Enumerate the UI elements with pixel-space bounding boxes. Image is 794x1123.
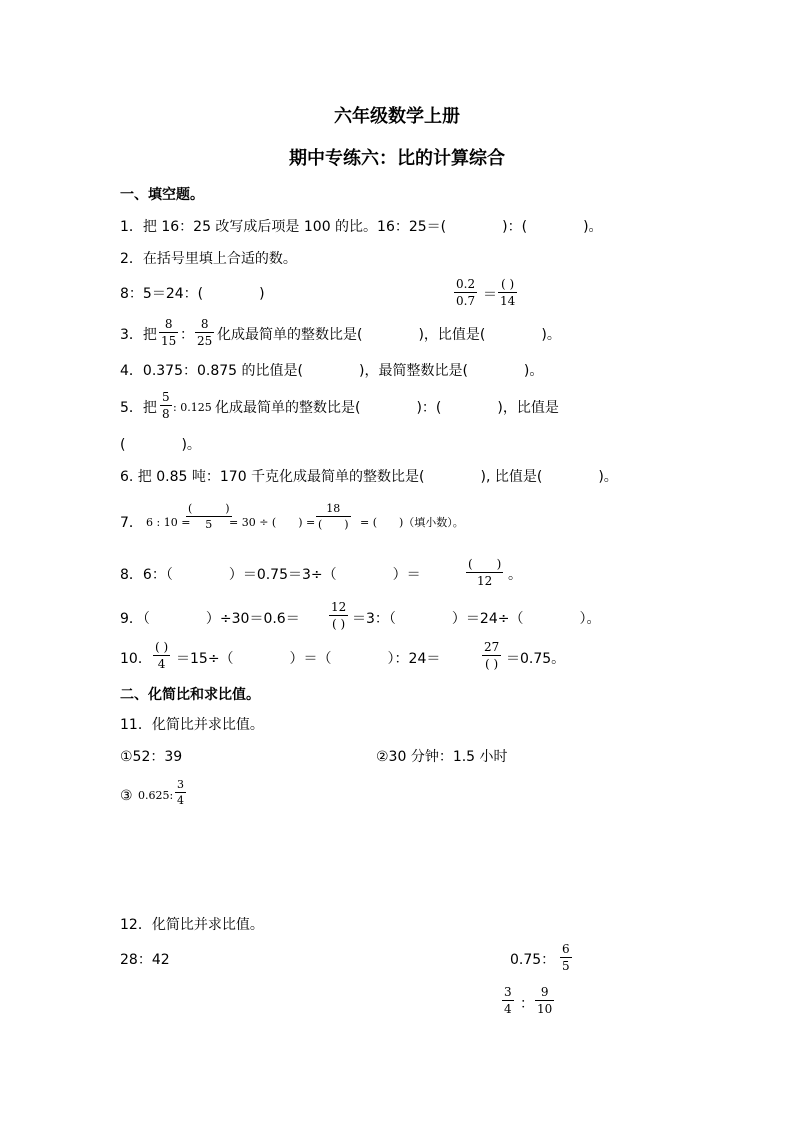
question-2: 2．在括号里填上合适的数。 <box>120 251 297 267</box>
fraction-numerator: 6 <box>562 942 570 956</box>
fraction-denominator: 12 <box>477 574 493 588</box>
question-3-colon: ： <box>180 327 194 343</box>
question-9-fraction <box>329 601 348 630</box>
question-1: 1．把 16：25 改写成后项是 100 的比。16：25＝( )：( )。 <box>120 219 603 235</box>
fraction-numerator: ( ) <box>501 277 515 291</box>
question-12b-value: 0.75： <box>510 952 556 968</box>
question-11c-fraction <box>175 779 186 806</box>
fraction-denominator: ( ) <box>485 657 499 671</box>
section-1-heading: 一、填空题。 <box>120 187 204 203</box>
question-10-text: ＝15÷（ ）＝（ ）：24＝ <box>176 651 441 667</box>
question-10-end: ＝0.75。 <box>506 651 566 667</box>
question-11: 11．化简比并求比值。 <box>120 717 264 733</box>
fraction-denominator: 0.7 <box>456 294 476 308</box>
fraction-numerator: ( ) <box>155 640 169 654</box>
fraction-denominator: 5 <box>205 518 213 531</box>
question-2b-fraction-right <box>498 278 517 307</box>
fraction-denominator: 4 <box>177 794 184 807</box>
question-9-text: 9．（ ）÷30＝0.6＝ <box>120 611 300 627</box>
fraction-denominator: 8 <box>162 407 170 421</box>
question-3-fraction-1 <box>159 318 178 347</box>
fraction-numerator: 5 <box>162 390 170 404</box>
fraction-bar <box>454 292 477 293</box>
question-9-end: ＝3：（ ）＝24÷（ ）。 <box>352 611 601 627</box>
question-12c-colon: ： <box>520 996 534 1012</box>
fraction-denominator: ( ) <box>318 518 349 531</box>
fraction-bar <box>502 1000 514 1001</box>
question-5-ratio: : 0.125 <box>173 401 212 414</box>
question-7-division: = 30 ÷ ( ) = <box>229 516 316 529</box>
fraction-denominator: 4 <box>504 1002 512 1016</box>
question-10-number: 10． <box>120 651 152 667</box>
question-5-prefix: 5．把 <box>120 400 157 416</box>
question-11c-marker: ③ <box>120 788 133 804</box>
fraction-denominator: 15 <box>161 334 177 348</box>
question-4: 4．0.375：0.875 的比值是( )，最简整数比是( )。 <box>120 363 544 379</box>
question-3-prefix: 3．把 <box>120 327 157 343</box>
question-2b-fraction-left <box>454 278 477 307</box>
fraction-numerator: 3 <box>177 778 184 791</box>
question-12c-fraction-2 <box>535 986 554 1015</box>
question-12a: 28：42 <box>120 952 170 968</box>
question-12c-fraction-1 <box>502 986 514 1015</box>
question-8-fraction <box>466 558 503 587</box>
fraction-numerator: 27 <box>484 640 500 654</box>
fraction-numerator: 12 <box>331 600 347 614</box>
fraction-numerator: 0.2 <box>456 277 476 291</box>
question-2b-equals: ＝ <box>483 287 497 303</box>
fraction-numerator: ( ) <box>188 502 230 515</box>
question-8-text: 8．6：（ ）＝0.75＝3÷（ ）＝ <box>120 567 421 583</box>
question-5-fraction <box>160 391 172 420</box>
fraction-bar <box>482 655 501 656</box>
question-3-fraction-2 <box>195 318 214 347</box>
fraction-bar <box>153 655 170 656</box>
fraction-bar <box>329 615 348 616</box>
question-7-fraction-1 <box>186 503 232 530</box>
question-2a: 8：5＝24：( ) <box>120 286 265 302</box>
question-10-fraction-2 <box>482 641 501 670</box>
fraction-bar <box>186 516 232 517</box>
fraction-numerator: ( ) <box>468 557 502 571</box>
fraction-denominator: 4 <box>157 657 166 671</box>
fraction-bar <box>466 572 503 573</box>
question-12: 12．化简比并求比值。 <box>120 917 264 933</box>
fraction-denominator: ( ) <box>332 617 346 631</box>
question-10-fraction-1 <box>153 641 170 670</box>
fraction-bar <box>159 332 178 333</box>
question-11a: ①52：39 <box>120 749 183 765</box>
section-2-heading: 二、化简比和求比值。 <box>120 687 260 703</box>
fraction-denominator: 5 <box>562 959 570 973</box>
question-7-text: = ( )（填小数）。 <box>360 516 464 529</box>
fraction-bar <box>316 516 351 517</box>
fraction-bar <box>195 332 214 333</box>
fraction-numerator: 8 <box>200 317 209 331</box>
question-8-end: 。 <box>508 567 522 583</box>
fraction-denominator: 10 <box>537 1002 553 1016</box>
document-title: 六年级数学上册 <box>334 106 460 127</box>
fraction-numerator: 9 <box>540 985 549 999</box>
fraction-bar <box>160 405 172 406</box>
question-5-continued: ( )。 <box>120 437 201 453</box>
question-7-number: 7． <box>120 515 143 531</box>
question-12b-fraction <box>560 943 572 972</box>
fraction-denominator: 25 <box>197 334 213 348</box>
question-11b: ②30 分钟：1.5 小时 <box>376 749 508 765</box>
fraction-numerator: 18 <box>326 502 341 515</box>
fraction-numerator: 3 <box>504 985 512 999</box>
question-6: 6. 把 0.85 吨：170 千克化成最简单的整数比是( ), 比值是( )。 <box>120 469 618 485</box>
document-subtitle: 期中专练六：比的计算综合 <box>289 148 505 169</box>
question-7-ratio: 6 : 10 = <box>146 516 191 529</box>
fraction-denominator: 14 <box>500 294 516 308</box>
question-5-text: 化成最简单的整数比是( )：( )，比值是 <box>215 400 559 416</box>
fraction-bar <box>560 957 572 958</box>
question-3-text: 化成最简单的整数比是( )，比值是( )。 <box>217 327 561 343</box>
fraction-numerator: 8 <box>164 317 173 331</box>
fraction-bar <box>535 1000 554 1001</box>
fraction-bar <box>175 792 186 793</box>
question-11c-value: 0.625: <box>138 789 174 802</box>
fraction-bar <box>498 292 517 293</box>
question-7-fraction-2 <box>316 503 351 530</box>
